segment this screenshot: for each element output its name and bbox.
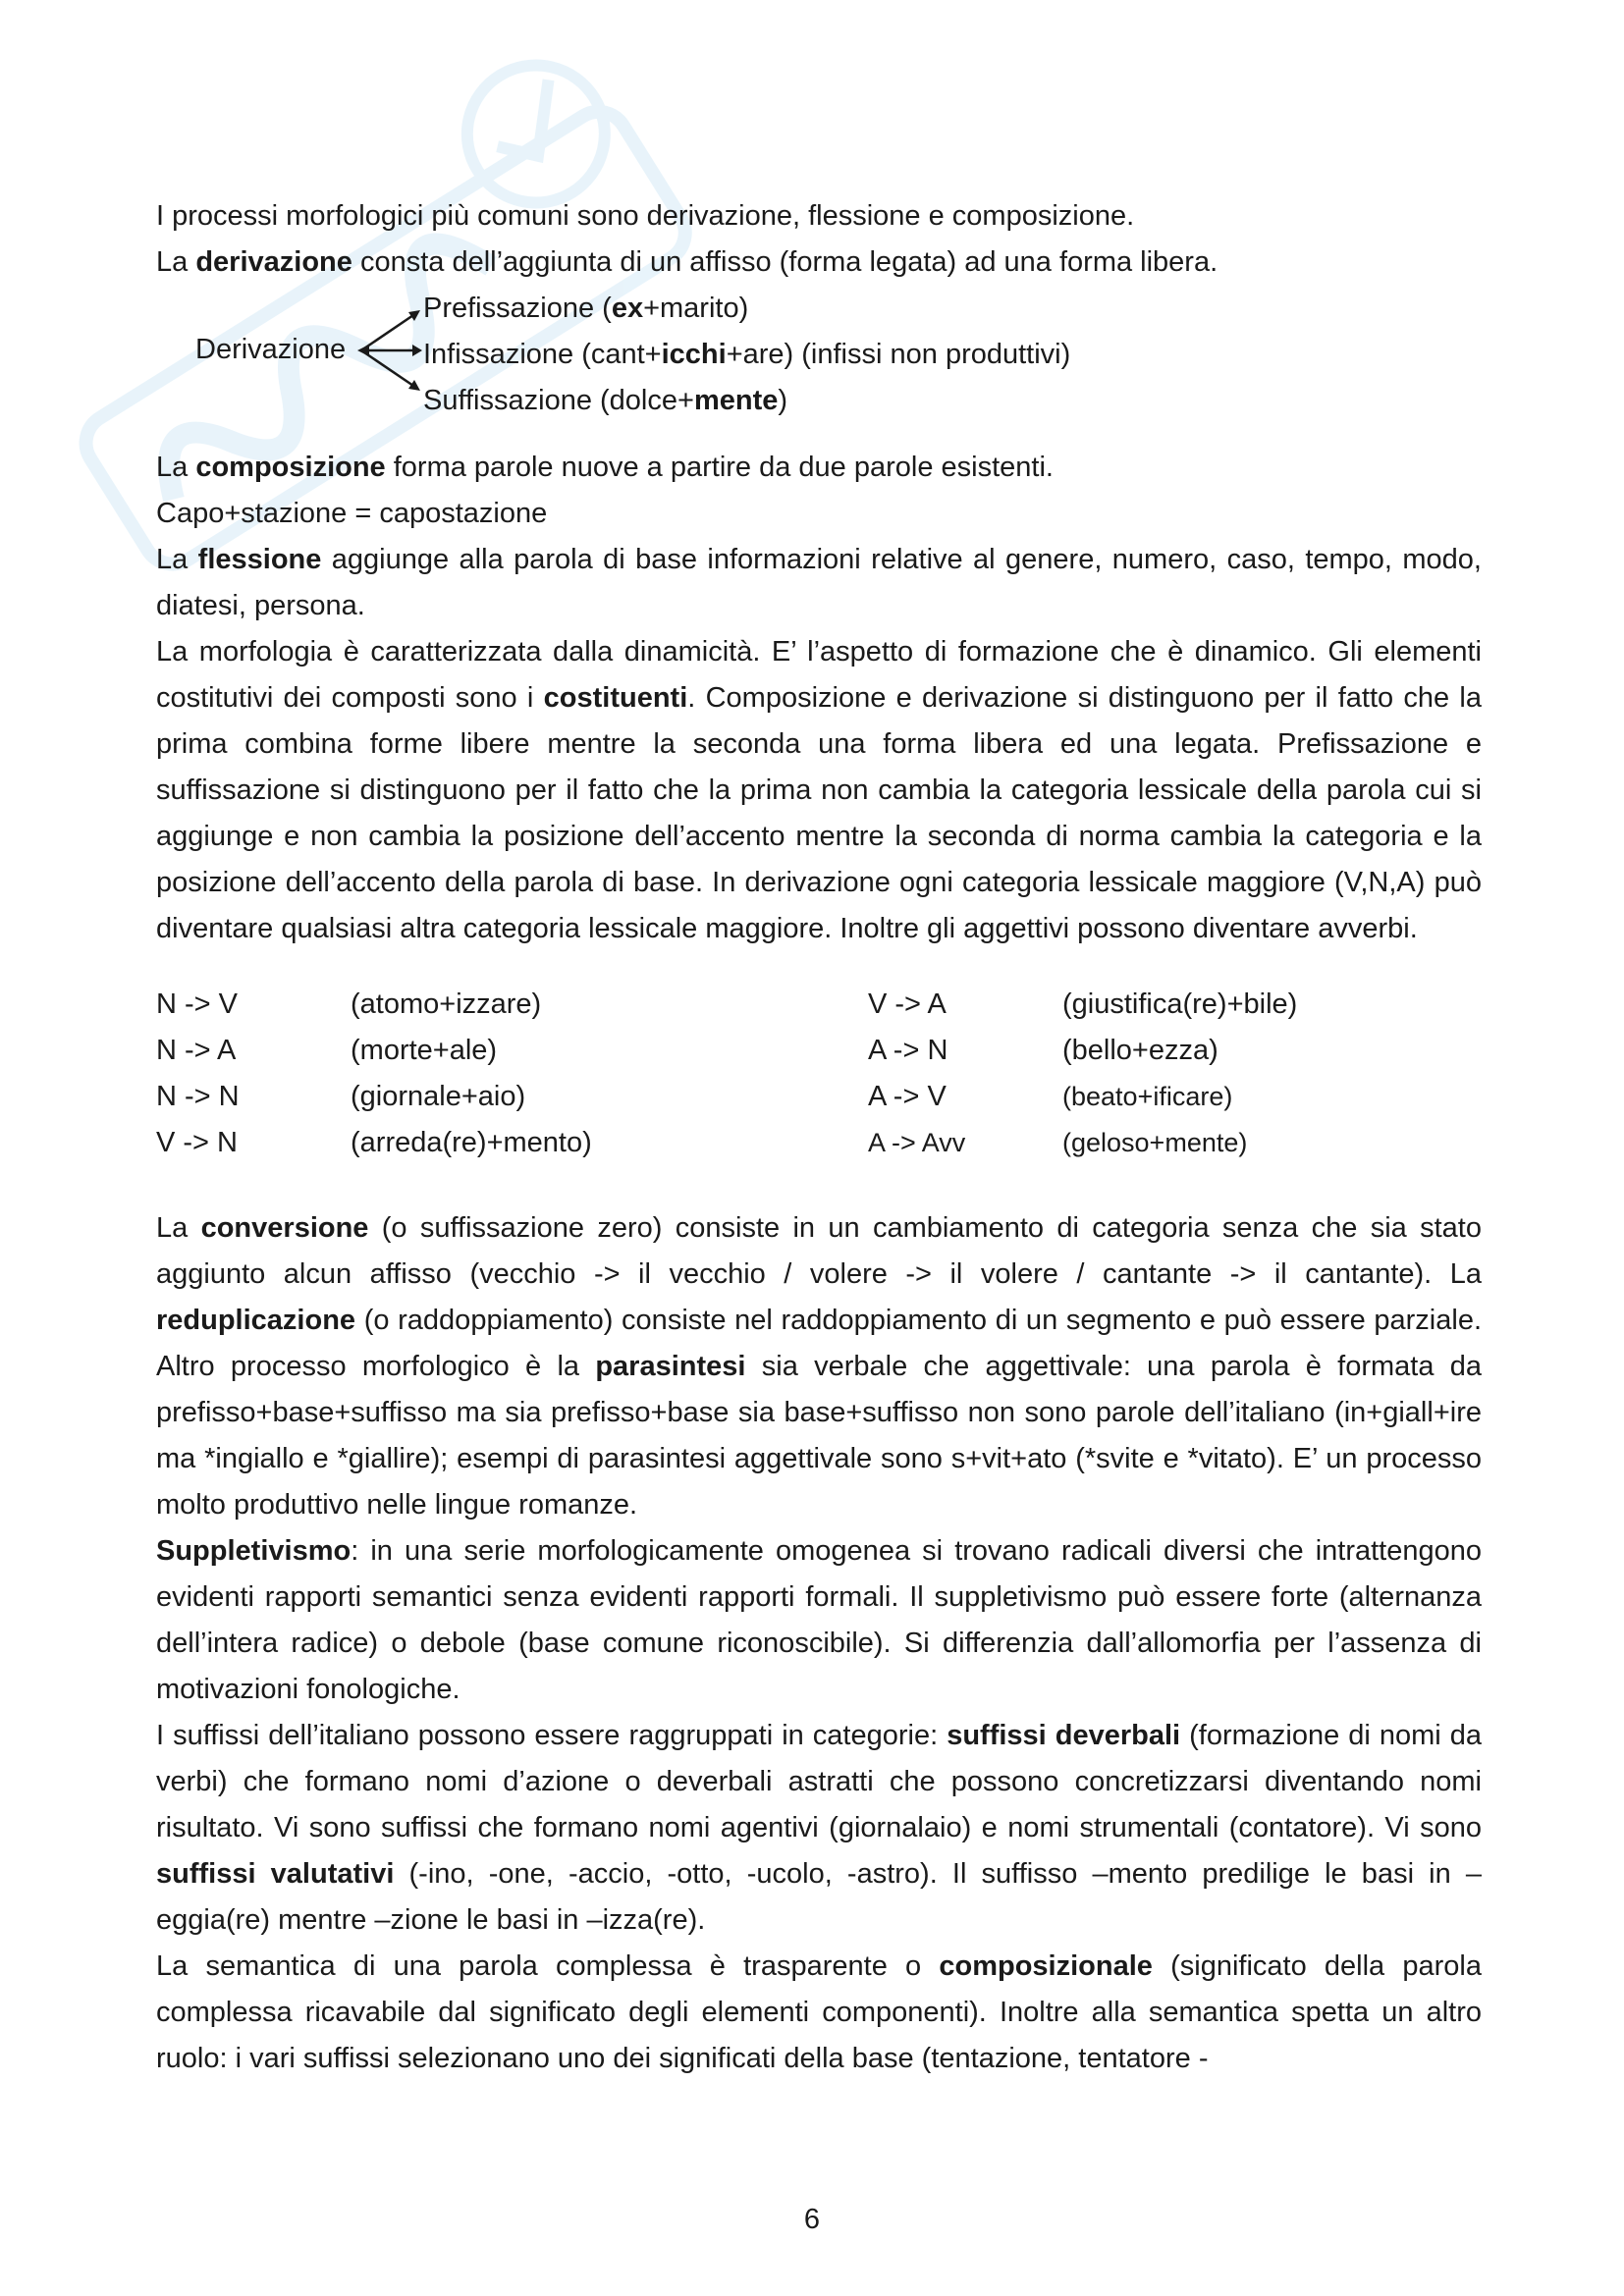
suffixes-paragraph: I suffissi dell’italiano possono essere raggruppati in categorie: suffissi deverbali (formazione di nomi da verbi) che formano nomi d’azione o deverbali astratti che possono concretizzarsi diventando nomi risultato. Vi sono suffissi che formano nomi agentivi (giornalaio) e nomi strumentali (contatore). Vi sono suffissi valutativi (-ino, -one, -accio, -otto, -ucolo, -astro). Il suffisso –mento predilige le basi in –eggia(re) mentre –zione le basi in –izza(re).	[156, 1720, 1482, 1936]
branch-arrows-icon	[357, 295, 426, 413]
table-row: V -> N (arreda(re)+mento) A -> Avv (geloso+mente)	[156, 1127, 1248, 1158]
page-number: 6	[803, 2204, 821, 2235]
derivation-item-infix: Infissazione (cant+icchi+are) (infissi non produttivi)	[423, 339, 1071, 370]
flexion-paragraph: La flessione aggiunge alla parola di base informazioni relative al genere, numero, caso, tempo, modo, diatesi, persona.	[156, 544, 1482, 621]
term-derivazione: derivazione	[195, 246, 352, 278]
derivation-label: Derivazione	[195, 334, 347, 365]
suppletivism-paragraph: Suppletivismo: in una serie morfologicamente omogenea si trovano radicali diversi che intrattengono evidenti rapporti semantici senza evidenti rapporti formali. Il suppletivismo può essere forte (alternanza dell’intera radice) o debole (base comune riconoscibile). Si differenzia dall’allomorfia per l’assenza di motivazioni fonologiche.	[156, 1535, 1482, 1705]
composition-example: Capo+stazione = capostazione	[156, 498, 548, 529]
derivation-diagram	[156, 286, 1482, 415]
intro-line-1: I processi morfologici più comuni sono derivazione, flessione e composizione.	[156, 200, 1135, 232]
derivation-item-prefix: Prefissazione (ex+marito)	[423, 293, 749, 324]
conversion-table	[156, 982, 1357, 1166]
table-row: N -> A (morte+ale) A -> N (bello+ezza)	[156, 1035, 1218, 1066]
intro-line-2: La derivazione consta dell’aggiunta di un affisso (forma legata) ad una forma libera.	[156, 246, 1218, 278]
document-body	[156, 193, 1482, 2082]
conversion-paragraph: La conversione (o suffissazione zero) consiste in un cambiamento di categoria senza che sia stato aggiunto alcun affisso (vecchio -> il vecchio / volere -> il volere / cantante -> il cantante). La reduplicazione (o raddoppiamento) consiste nel raddoppiamento di un segmento e può essere parziale. Altro processo morfologico è la parasintesi sia verbale che aggettivale: una parola è formata da prefisso+base+suffisso ma sia prefisso+base sia base+suffisso non sono parole dell’italiano (in+giall+ire ma *ingiallo e *giallire); esempi di parasintesi aggettivale sono s+vit+ato (*svite e *vitato). E’ un processo molto produttivo nelle lingue romanze.	[156, 1212, 1482, 1521]
table-row: N -> N (giornale+aio) A -> V (beato+ificare)	[156, 1081, 1233, 1112]
dynamics-paragraph: La morfologia è caratterizzata dalla dinamicità. E’ l’aspetto di formazione che è dinamico. Gli elementi costitutivi dei composti sono i costituenti. Composizione e derivazione si distinguono per il fatto che la prima combina forme libere mentre la seconda una forma libera ed una legata. Prefissazione e suffissazione si distinguono per il fatto che la prima non cambia la categoria lessicale della parola cui si aggiunge e non cambia la posizione dell’accento mentre la seconda di norma cambia la categoria e la posizione dell’accento della parola di base. In derivazione ogni categoria lessicale maggiore (V,N,A) può diventare qualsiasi altra categoria lessicale maggiore. Inoltre gli aggettivi possono diventare avverbi.	[156, 636, 1482, 944]
composition-paragraph: La composizione forma parole nuove a partire da due parole esistenti.	[156, 452, 1054, 483]
derivation-item-suffix: Suffissazione (dolce+mente)	[423, 385, 788, 416]
table-row: N -> V (atomo+izzare) V -> A (giustifica(re)+bile)	[156, 988, 1298, 1020]
semantics-paragraph: La semantica di una parola complessa è trasparente o composizionale (significato della parola complessa ricavabile dal significato degli elementi componenti). Inoltre alla semantica spetta un altro ruolo: i vari suffissi selezionano uno dei significati della base (tentazione, tentatore -	[156, 1950, 1482, 2074]
